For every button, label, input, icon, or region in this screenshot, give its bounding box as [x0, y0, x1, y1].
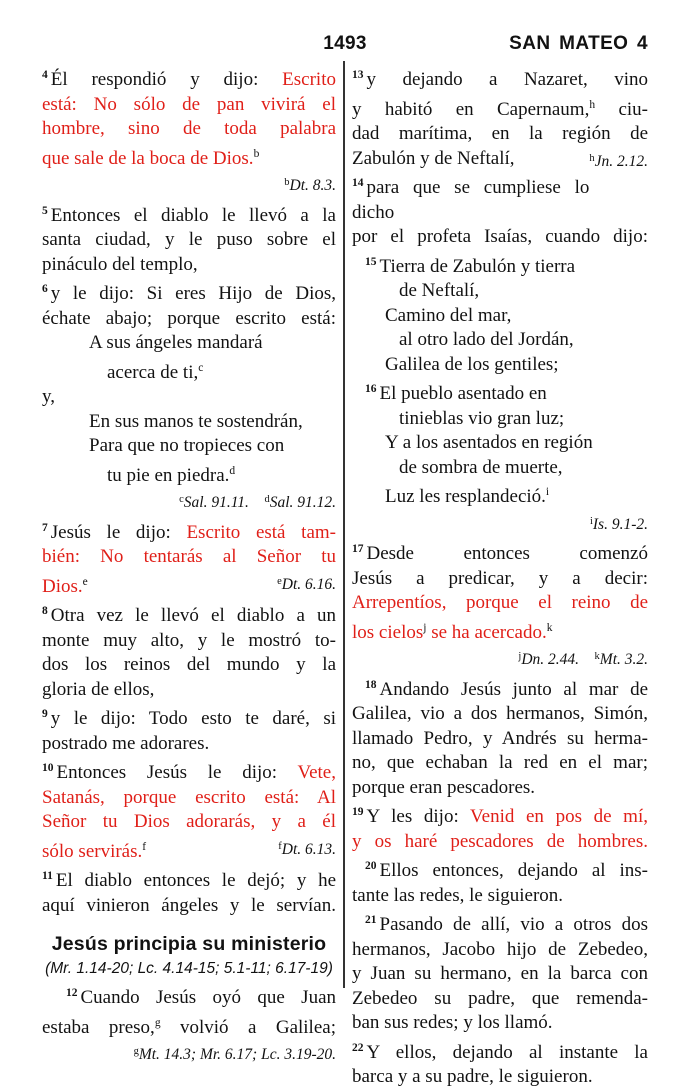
text-line [352, 962, 648, 987]
body-text: no, que echaban la red en el mar; [352, 752, 648, 773]
red-letter-text: Dios. [42, 575, 83, 597]
text-line [42, 434, 336, 459]
body-text: Pasando de allí, vio a otros dos [379, 914, 648, 935]
footnote-inline-ref [277, 570, 336, 598]
body-text: ciu- [595, 98, 648, 120]
body-text: al otro lado del Jordán, [399, 329, 574, 350]
body-text: ban sus redes; y los llamó. [352, 1012, 553, 1033]
verse-number: 17 [352, 543, 364, 555]
body-text: Y a los asentados en región [385, 432, 593, 453]
body-text: y habitó en Capernaum, [352, 98, 590, 120]
red-letter-text: sólo servirás. [42, 840, 143, 862]
body-text: por el profeta Isaías, cuando dijo: [352, 226, 648, 247]
text-line [352, 908, 648, 938]
body-text: y dejando a Nazaret, vino [366, 69, 648, 90]
footnote-marker: b [284, 177, 290, 188]
text-line [352, 987, 648, 1012]
footnote-marker: d [229, 464, 236, 477]
body-text: Y ellos, dejando al instante la [366, 1041, 648, 1063]
footnote-marker: d [264, 494, 270, 505]
section-heading-text: Jesús principia su ministerio [51, 933, 327, 955]
footnote-marker: e [277, 575, 282, 587]
text-line [352, 567, 648, 592]
text-line [352, 591, 648, 616]
section-heading [42, 932, 336, 957]
verse-number: 21 [365, 914, 377, 926]
footnote-line [42, 488, 336, 516]
body-text: Camino del mar, [385, 304, 512, 326]
body-text: para que se cumpliese lo dicho [352, 177, 590, 223]
body-text: Andando Jesús junto al mar de [379, 678, 648, 700]
text-line [42, 459, 336, 489]
body-text: Zebedeo su padre, que remenda- [352, 987, 648, 1009]
red-letter-text: está: No sólo de pan vivirá el [42, 93, 336, 115]
text-line [352, 93, 648, 123]
right-column [352, 63, 648, 1090]
body-text: y le dijo: Todo esto te daré, si [50, 708, 336, 729]
footnote-line [352, 645, 648, 673]
text-line [352, 431, 648, 456]
red-letter-text: los cielos [352, 621, 424, 643]
body-text: volvió a Galilea; [160, 1016, 336, 1038]
text-line [352, 456, 648, 481]
text-line [352, 122, 648, 147]
body-text: pináculo del templo, [42, 253, 198, 275]
body-text: Desde entonces comenzó [366, 543, 648, 564]
text-line [352, 279, 648, 304]
verse-number: 13 [352, 69, 364, 81]
text-line [42, 142, 336, 172]
verse-number: 22 [352, 1041, 364, 1054]
body-text: de sombra de muerte, [399, 456, 563, 478]
text-line [42, 864, 336, 894]
text-line [42, 570, 336, 600]
body-text: Luz les resplandeció. [385, 486, 546, 507]
body-text: Entonces Jesús le dijo: [56, 762, 298, 783]
body-text: Entonces el diablo le llevó a la [50, 204, 336, 226]
body-text: Jesús a predicar, y a decir: [352, 567, 648, 589]
body-text: barca y a su padre, le siguieron. [352, 1066, 593, 1087]
footnote-marker: k [594, 651, 600, 662]
text-line [352, 727, 648, 752]
red-letter-text: Señor tu Dios adorarás, y a él [42, 811, 336, 832]
body-text: Ellos entonces, dejando al ins- [379, 860, 648, 881]
text-line [352, 63, 648, 93]
verse-number: 10 [42, 762, 54, 774]
footnote-line [42, 171, 336, 199]
verse-number: 9 [42, 708, 48, 720]
text-line [352, 884, 648, 909]
text-line [352, 377, 648, 407]
text-line [42, 599, 336, 629]
verse-number: 16 [365, 383, 377, 395]
body-text: de Neftalí, [399, 280, 480, 301]
footnote-marker: h [589, 152, 595, 164]
red-letter-text: hombre, sino de toda palabra [42, 118, 336, 139]
body-text: hermanos, Jacobo hijo de Zebedeo, [352, 938, 648, 960]
verse-number: 12 [66, 987, 78, 999]
text-line [352, 304, 648, 329]
text-line [352, 854, 648, 884]
text-line [42, 516, 336, 546]
text-line [352, 147, 648, 172]
verse-number: 6 [42, 283, 48, 295]
body-text: Y les dijo: [366, 806, 471, 827]
running-header [42, 33, 648, 57]
verse-number: 11 [42, 870, 53, 882]
footnote-marker: e [82, 575, 88, 588]
body-text: Galilea, vio a dos hermanos, Simón, [352, 703, 648, 724]
body-text: llamado Pedro, y Andrés su herma- [352, 727, 648, 749]
body-text: y, [42, 386, 56, 407]
body-text: échate abajo; porque escrito está: [42, 307, 336, 329]
body-text: Otra vez le llevó el diablo a un [50, 605, 336, 626]
body-text: postrado me adorares. [42, 732, 210, 754]
text-line [352, 938, 648, 963]
text-line [42, 410, 336, 435]
text-line [42, 732, 336, 757]
footnote-marker: b [253, 147, 260, 160]
body-text: Para que no tropieces con [89, 435, 285, 456]
verse-number: 8 [42, 605, 48, 617]
text-line [42, 277, 336, 307]
footnote-marker: g [133, 1046, 139, 1057]
text-line [42, 253, 336, 278]
body-text: y le dijo: Si eres Hijo de Dios, [50, 283, 336, 304]
red-letter-text: Satanás, porque escrito está: Al [42, 786, 336, 808]
section-references [42, 957, 336, 982]
text-line [42, 629, 336, 654]
red-letter-text: que sale de la boca de Dios. [42, 147, 254, 169]
body-text: En sus manos te sostendrán, [89, 410, 303, 432]
text-line [42, 653, 336, 678]
section-reference-text: (Mr. 1.14-20; Lc. 4.14-15; 5.1-11; 6.17-19) [45, 959, 333, 977]
footnote-marker: c [179, 494, 184, 505]
text-line [42, 1011, 336, 1041]
text-line [42, 93, 336, 118]
body-text: A sus ángeles mandará [89, 332, 263, 353]
text-line [352, 702, 648, 727]
verse-number: 20 [365, 860, 377, 872]
footnote-reference: Dt. 6.13. [281, 840, 336, 858]
text-line [352, 1011, 648, 1036]
body-text: estaba preso, [42, 1016, 155, 1038]
footnote-marker: g [154, 1016, 161, 1029]
left-column [42, 63, 336, 1068]
text-line [42, 981, 336, 1011]
footnote-line [352, 510, 648, 538]
footnote-marker: f [142, 840, 147, 853]
text-line [42, 356, 336, 386]
footnote-inline-ref [589, 147, 648, 175]
verse-number: 4 [42, 69, 48, 81]
text-line [42, 786, 336, 811]
text-line [42, 810, 336, 835]
body-text: dad marítima, en la región de [352, 123, 648, 144]
text-line [352, 225, 648, 250]
text-line [42, 545, 336, 570]
body-text: Él respondió y dijo: [50, 69, 283, 90]
body-text: Zabulón y de Neftalí, [352, 147, 515, 169]
body-text: Galilea de los gentiles; [385, 353, 559, 375]
body-text: gloria de ellos, [42, 678, 155, 700]
verse-number: 18 [365, 678, 377, 691]
body-text: tu pie en piedra. [107, 464, 230, 486]
footnote-marker: j [423, 621, 427, 634]
body-text: aquí vinieron ángeles y le servían. [42, 894, 336, 916]
footnote-reference: Sal. 91.11. [183, 494, 265, 511]
red-letter-text: bién: No tentarás al Señor tu [42, 546, 336, 567]
text-line [352, 1036, 648, 1066]
footnote-reference: Jn. 2.12. [594, 152, 648, 170]
text-line [42, 678, 336, 703]
body-text: Jesús le dijo: [50, 521, 187, 543]
text-line [42, 756, 336, 786]
body-text: y Juan su hermano, en la barca con [352, 963, 648, 984]
red-letter-text: Arrepentíos, porque el reino de [352, 592, 648, 613]
red-letter-text: Escrito [282, 69, 336, 90]
footnote-marker: j [518, 651, 522, 662]
footnote-marker: k [546, 621, 553, 634]
footnote-marker: i [545, 486, 550, 498]
text-line [352, 751, 648, 776]
body-text: porque eran pescadores. [352, 776, 536, 798]
footnote-marker: h [589, 98, 596, 111]
verse-number: 19 [352, 806, 364, 818]
body-text: El pueblo asentado en [379, 383, 547, 404]
page-number: 1493 [323, 33, 367, 54]
footnote-reference: Mt. 14.3; Mr. 6.17; Lc. 3.19-20. [138, 1046, 336, 1063]
red-letter-text: Venid en pos de mí, [470, 806, 648, 827]
text-line [42, 331, 336, 356]
red-letter-text: Escrito está tam- [186, 521, 336, 543]
text-line [352, 171, 648, 225]
text-line [352, 673, 648, 703]
text-line [42, 702, 336, 732]
footnote-marker: f [278, 840, 282, 852]
footnote-reference: Dn. 2.44. [521, 651, 595, 668]
red-letter-text: Vete, [297, 762, 336, 783]
body-text: tante las redes, le siguieron. [352, 884, 564, 906]
footnote-reference: Dt. 6.16. [281, 575, 336, 593]
footnote-reference: Mt. 3.2. [599, 651, 648, 668]
footnote-inline-ref [278, 835, 336, 863]
body-text: santa ciudad, y le puso sobre el [42, 229, 336, 250]
text-line [352, 1065, 648, 1090]
body-text: acerca de ti, [107, 361, 199, 383]
text-line [42, 117, 336, 142]
body-text: Tierra de Zabulón y tierra [379, 255, 576, 277]
text-line [352, 480, 648, 510]
verse-number: 5 [42, 204, 48, 217]
text-line [42, 307, 336, 332]
text-line [352, 800, 648, 830]
footnote-reference: Dt. 8.3. [289, 177, 336, 194]
text-line [42, 835, 336, 865]
footnote-marker: c [198, 361, 204, 374]
footnote-marker: i [589, 515, 593, 527]
text-line [42, 385, 336, 410]
text-line [42, 894, 336, 919]
verse-number: 15 [365, 255, 377, 268]
text-line [42, 228, 336, 253]
text-line [352, 616, 648, 646]
body-text: El diablo entonces le dejó; y he [55, 870, 336, 891]
footnote-reference: Is. 9.1-2. [592, 515, 648, 533]
verse-number: 14 [352, 177, 364, 189]
column-divider [343, 61, 345, 988]
text-line [352, 407, 648, 432]
footnote-line [42, 1040, 336, 1068]
text-line [352, 250, 648, 280]
text-line [42, 63, 336, 93]
body-text: Cuando Jesús oyó que Juan [80, 987, 336, 1008]
body-text: dos los reinos del mundo y la [42, 654, 336, 675]
footnote-reference: Sal. 91.12. [269, 494, 336, 511]
book-chapter-title: SAN MATEO 4 [509, 33, 648, 54]
body-text: monte muy alto, y le mostró to- [42, 629, 336, 651]
red-letter-text: y os haré pescadores de hombres. [352, 830, 648, 852]
red-letter-text: se ha acercado. [426, 621, 547, 643]
text-line [352, 328, 648, 353]
text-line [352, 776, 648, 801]
text-line [352, 537, 648, 567]
verse-number: 7 [42, 521, 48, 534]
text-line [352, 353, 648, 378]
body-text: tinieblas vio gran luz; [399, 407, 565, 429]
text-line [42, 199, 336, 229]
text-line [352, 830, 648, 855]
